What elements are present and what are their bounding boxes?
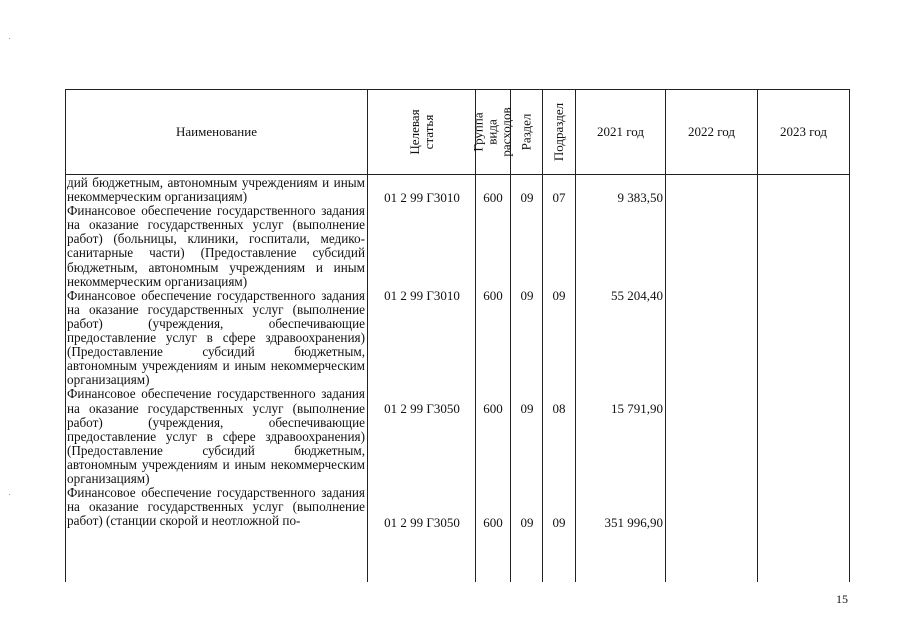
row-subsection: 08 [552, 401, 566, 416]
margin-dot [9, 494, 10, 495]
row-code: 01 2 99 Г3010 [384, 288, 460, 303]
header-2021: 2021 год [597, 124, 644, 139]
row-subsection: 07 [552, 190, 566, 205]
name-paragraph: Финансовое обеспечение государственного задания на оказание государственных услуг (выполнение работ) (больницы, клиники, госпитали, медико-санитарные части) (Предоставление субсидий бюджетным, автономным учреждениям и иным некоммерческим организациям) [67, 203, 365, 289]
row-code: 01 2 99 Г3010 [384, 190, 460, 205]
row-subsection: 09 [552, 288, 566, 303]
row-value-2021: 15 791,90 [611, 401, 663, 416]
row-code: 01 2 99 Г3050 [384, 401, 460, 416]
row-value-2021: 351 996,90 [604, 515, 663, 530]
row-section: 09 [520, 190, 534, 205]
header-subsection: Подраздел [551, 102, 567, 162]
row-code: 01 2 99 Г3050 [384, 515, 460, 530]
header-2023: 2023 год [780, 124, 827, 139]
name-paragraph: дий бюджетным, автономным учреждениям и иным некоммерческим организациям) [67, 176, 365, 205]
header-name: Наименование [176, 124, 257, 139]
name-paragraph: Финансовое обеспечение государственного задания на оказание государственных услуг (выполнение работ) (станции скорой и неотложной по- [67, 485, 365, 529]
row-subsection: 09 [552, 515, 566, 530]
row-value-2021: 9 383,50 [617, 190, 663, 205]
page-number: 15 [836, 592, 848, 606]
name-paragraph: Финансовое обеспечение государственного задания на оказание государственных услуг (выполнение работ) (учреждения, обеспечивающие предоставление услуг в сфере здравоохранения) (Предоставление субсидий бюджетным, автономным учреждениям и иным некоммерческим организациям) [67, 386, 365, 486]
header-expense-group: Группа вида расходов [471, 107, 514, 157]
header-bottom-border [65, 174, 850, 175]
header-target-article: Целевая статья [406, 109, 436, 155]
row-group: 600 [483, 401, 503, 416]
row-group: 600 [483, 190, 503, 205]
row-section: 09 [520, 401, 534, 416]
row-section: 09 [520, 515, 534, 530]
header-section: Раздел [518, 113, 534, 151]
row-section: 09 [520, 288, 534, 303]
header-2022: 2022 год [688, 124, 735, 139]
row-group: 600 [483, 515, 503, 530]
row-value-2021: 55 204,40 [611, 288, 663, 303]
name-column-text [67, 176, 365, 582]
row-group: 600 [483, 288, 503, 303]
name-paragraph: Финансовое обеспечение государственного задания на оказание государственных услуг (выполнение работ) (учреждения, обеспечивающие предоставление услуг в сфере здравоохранения) (Предоставление субсидий бюджетным, автономным учреждениям и иным некоммерческим организациям) [67, 287, 365, 388]
table-right-border [849, 89, 850, 582]
margin-dot [9, 38, 10, 39]
